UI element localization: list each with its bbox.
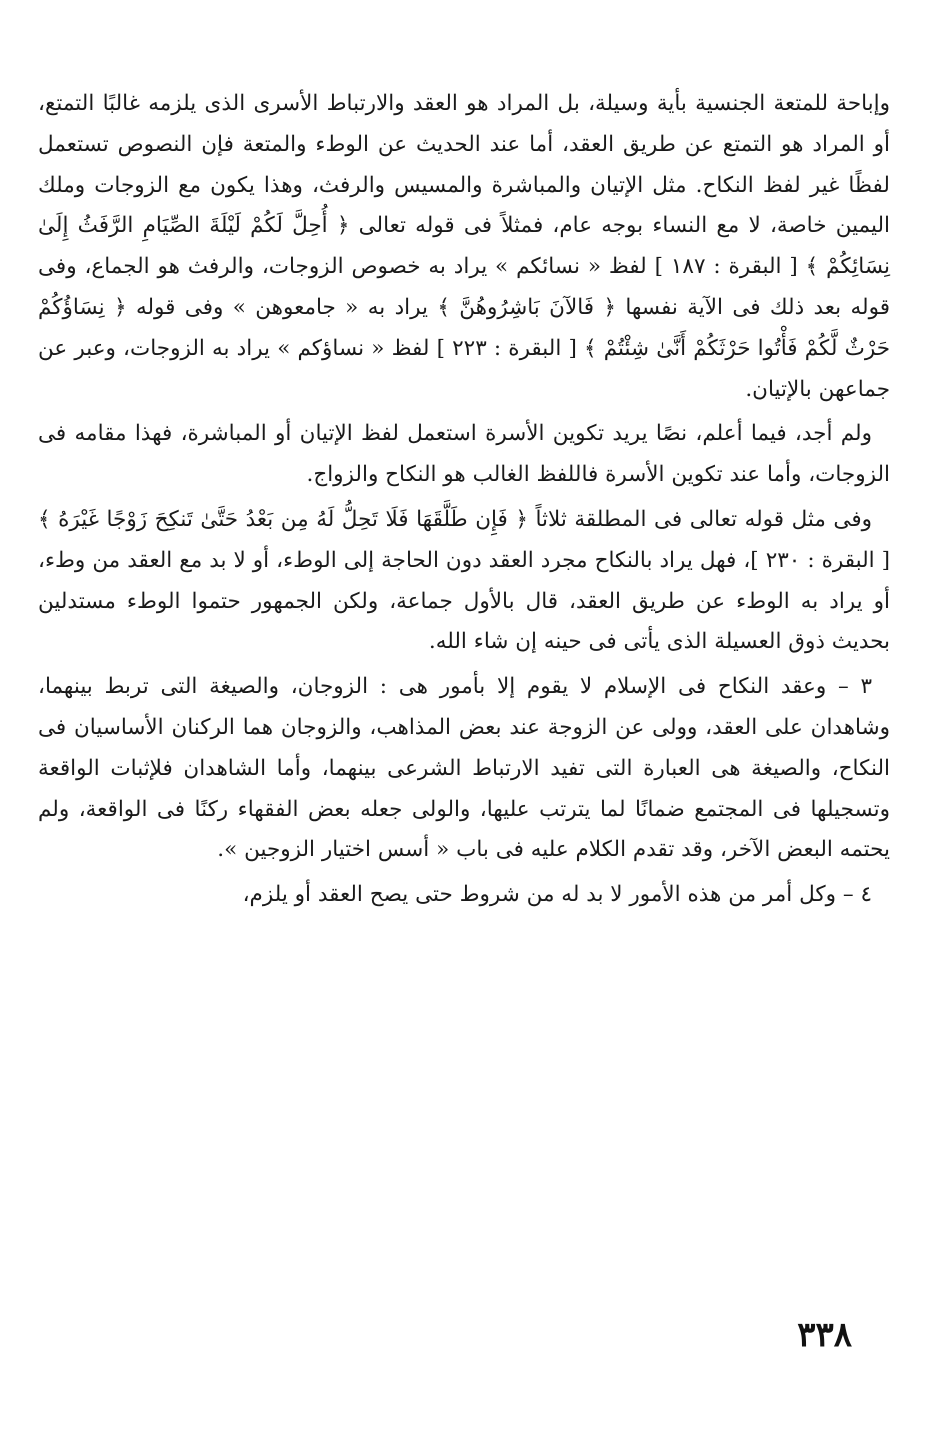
page-number: ٣٣٨ (797, 1315, 852, 1355)
paragraph-5-item-4: ٤ – وكل أمر من هذه الأمور لا بد له من شروط حتى يصح العقد أو يلزم، (242, 882, 872, 908)
paragraph-4-item-3: ٣ – وعقد النكاح فى الإسلام لا يقوم إلا بأمور هى : الزوجان، والصيغة التى تربط بينهما، وشاهدان على العقد، وولى عن الزوجة عند بعض المذاهب، والزوجان هما الركنان الأساسيان فى النكاح، والصيغة هى العبارة التى تفيد الارتباط الشرعى بينهما، وأما الشاهدان فلإثبات الواقعة وتسجيلها فى المجتمع ضمانًا لما يترتب عليها، والولى جعله بعض الفقهاء ركنًا فى الواقعة، ولم يحتمه البعض الآخر، وقد تقدم الكلام عليه فى باب « أسس اختيار الزوجين ». (38, 674, 890, 863)
page-body-text (38, 84, 890, 916)
paragraph-1: وإباحة للمتعة الجنسية بأية وسيلة، بل المراد هو العقد والارتباط الأسرى الذى يلزمه غالبًا التمتع، أو المراد هو التمتع عن طريق العقد، أما عند الحديث عن الوطء والمتعة فإن النصوص تستعمل لفظًا غير لفظ النكاح. مثل الإتيان والمباشرة والمسيس والرفث، وهذا يكون مع الزوجات وملك اليمين خاصة، لا مع النساء بوجه عام، فمثلاً فى قوله تعالى ﴿ أُحِلَّ لَكُمْ لَيْلَةَ الصِّيَامِ الرَّفَثُ إِلَىٰ نِسَائِكُمْ ﴾ [ البقرة : ١٨٧ ] لفظ « نسائكم » يراد به خصوص الزوجات، والرفث هو الجماع، وفى قوله بعد ذلك فى الآية نفسها ﴿ فَالآنَ بَاشِرُوهُنَّ ﴾ يراد به « جامعوهن » وفى قوله ﴿ نِسَاؤُكُمْ حَرْثٌ لَّكُمْ فَأْتُوا حَرْثَكُمْ أَنَّىٰ شِئْتُمْ ﴾ [ البقرة : ٢٢٣ ] لفظ « نساؤكم » يراد به الزوجات، وعبر عن جماعهن بالإتيان. (38, 91, 890, 402)
paragraph-3: وفى مثل قوله تعالى فى المطلقة ثلاثاً ﴿ فَإِن طَلَّقَهَا فَلَا تَحِلُّ لَهُ مِن بَعْدُ حَتَّىٰ تَنكِحَ زَوْجًا غَيْرَهُ ﴾ [ البقرة : ٢٣٠ ]، فهل يراد بالنكاح مجرد العقد دون الحاجة إلى الوطء، أو لا بد مع العقد من وطء، أو يراد به الوطء عن طريق العقد، قال بالأول جماعة، ولكن الجمهور حتموا الوطء مستدلين بحديث ذوق العسيلة الذى يأتى فى حينه إن شاء الله. (38, 506, 891, 655)
paragraph-2: ولم أجد، فيما أعلم، نصًا يريد تكوين الأسرة استعمل لفظ الإتيان أو المباشرة، فهذا مقامه فى الزوجات، وأما عند تكوين الأسرة فاللفظ الغالب هو النكاح والزواج. (38, 421, 890, 488)
